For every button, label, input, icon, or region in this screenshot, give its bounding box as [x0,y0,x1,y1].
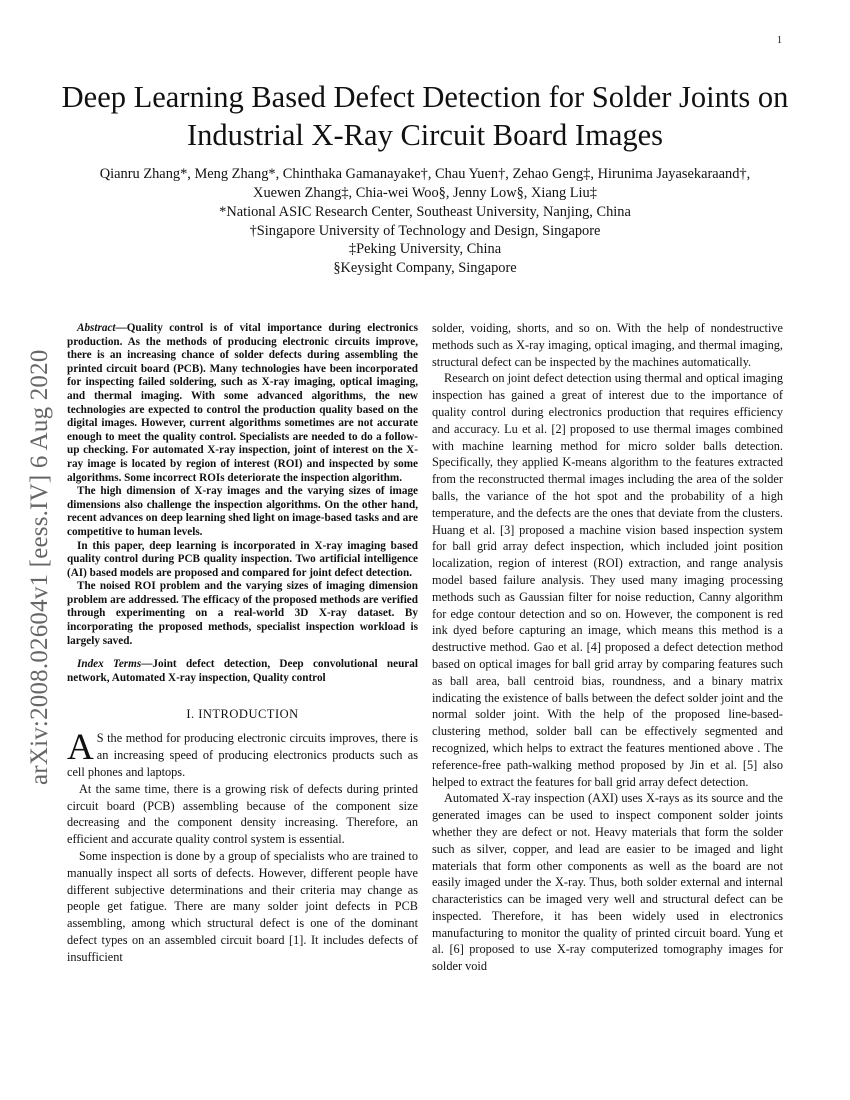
author-list [40,165,810,202]
introduction-text [67,727,418,965]
intro-p2: At the same time, there is a growing risk of defects during printed circuit board (PCB) assembling because of the component size decreasing and the component density increasing. Therefore, an efficient and accurate quality control system is essential. [67,781,418,847]
abstract-p3: In this paper, deep learning is incorporated in X-ray imaging based quality control during PCB quality inspection. Two artificial intelligence (AI) based models are proposed and compared for joint defect detection. [67,539,418,579]
index-terms [67,658,418,685]
affiliations [40,203,810,277]
abstract-label: Abstract [77,322,116,334]
index-terms-label: Index Terms [77,658,142,671]
affiliation-1: *National ASIC Research Center, Southeast University, Nanjing, China [219,204,631,220]
left-column [67,322,418,966]
affiliation-3: ‡Peking University, China [348,241,502,257]
authors-line-1: Qianru Zhang*, Meng Zhang*, Chinthaka Gamanayake†, Chau Yuen†, Zehao Geng‡, Hirunima Jayasekaraand†, [99,166,751,182]
right-p0: solder, voiding, shorts, and so on. With the help of nondestructive methods such as X-ray imaging, optical imaging, and thermal imaging, structural defect can be inspected by the machines automatically. [432,321,783,369]
index-terms-text: —Joint defect detection, Deep convolutional neural network, Automated X-ray inspection, Quality control [67,658,418,684]
abstract-p2: The high dimension of X-ray images and the varying sizes of image dimensions also challenge the inspection algorithms. On the other hand, recent advances on deep learning shed light on image-based tasks and are competitive to human levels. [67,485,418,538]
arxiv-stamp[interactable]: arXiv:2008.02604v1 [eess.IV] 6 Aug 2020 [26,349,53,785]
affiliation-2: †Singapore University of Technology and Design, Singapore [249,222,601,239]
abstract-p1: —Quality control is of vital importance during electronics production. As the methods of producing electronic circuits improve, there is an increasing chance of solder defects during assembling the printed circuit board (PCB). Many technologies have been incorporated for inspecting failed soldering, such as X-ray imaging, optical imaging, and thermal imaging. With some advanced algorithms, the new technologies are expected to control the production quality based on the digital images. However, current algorithms sometimes are not accurate enough to meet the quality control. Specialists are needed to do a follow-up checking. For automated X-ray inspection, joint of interest on the X-ray image is located by region of interest (ROI) and inspected by some algorithms. Some incorrect ROIs deteriorate the inspection algorithm. [67,322,418,484]
dropcap: A [67,727,94,769]
abstract-p4: The noised ROI problem and the varying sizes of imaging dimension problem are addressed. The efficacy of the proposed methods are verified through experimenting on a real-world 3D X-ray dataset. By incorporating the proposed methods, specialist inspection workload is largely saved. [67,580,418,647]
authors-line-2: Xuewen Zhang‡, Chia-wei Woo§, Jenny Low§, Xiang Liu‡ [253,184,597,201]
abstract [67,322,418,648]
paper-title: Deep Learning Based Defect Detection for Solder Joints on Industrial X-Ray Circuit Board Images [61,80,789,152]
section-heading-introduction: I. INTRODUCTION [186,707,299,722]
right-p1: Research on joint defect detection using thermal and optical imaging inspection has gained a great of interest due to the importance of quality control during electronics production that requires efficiency and accuracy. Lu et al. [2] proposed to use thermal images combined with machine learning method for micro solder balls detection. Specifically, they applied K-means algorithm to the features extracted from the reconstructed thermal images including the area of the solder balls, the variance of the hot spot and the probability of a high temperature, and the defects are the ones that deviate from the clusters. Huang et al. [3] proposed a machine vision based inspection system for ball grid array defect inspection, which included joint position localization, region of interest (ROI) extraction, and range analysis model based failure analysis. They used many imaging processing methods such as Gaussian filter for noise reduction, Canny algorithm for edge contour detection and so on. However, the component is red ink dyed before capturing an image, which means this method is a destructive method. Gao et al. [4] proposed a defect detection method based on optical images for ball grid array by comparing features such as ball area, ball centroid bias, roundness, and a binary matrix indicating the existence of balls between the defect solder joint and the normal solder joint. With the help of the proposed line-based-clustering method, solder ball can be effectively segmented and recognized, which helps to extract the features mentioned above . The reference-free path-walking method proposed by Jin et al. [5] also helped to extract the features for ball grid array defect detection. [432,371,783,789]
affiliation-4: §Keysight Company, Singapore [333,259,517,276]
intro-p1: S the method for producing electronic circuits improves, there is an increasing speed of producing electronics products such as cell phones and laptops. [67,731,418,780]
right-p2: Automated X-ray inspection (AXI) uses X-rays as its source and the generated images can be used to inspect component solder joints whether they are defect or not. Heavy materials that form the solder such as silver, copper, and lead are easier to be imaged and light materials that form other components as well as the board are not easily imaged under the X-ray. Thus, both solder external and internal characteristics can be imaged very well and structural defect can be inspected. Therefore, it has been widely used in electronics manufacturing to monitor the quality of printed circuit board. Yung et al. [6] proposed to use X-ray computerized tomography images for solder void [432,791,783,974]
intro-p3: Some inspection is done by a group of specialists who are trained to manually inspect all sorts of defects. However, different people have different subjective determinations and their criteria may change as people get fatigue. There are many solder joint defects in PCB assembling, among which structural defect is one of the dominant defect types on an assembled circuit board [1]. It includes defects of insufficient [67,849,418,964]
page-number: 1 [777,35,782,46]
right-column [432,320,783,975]
